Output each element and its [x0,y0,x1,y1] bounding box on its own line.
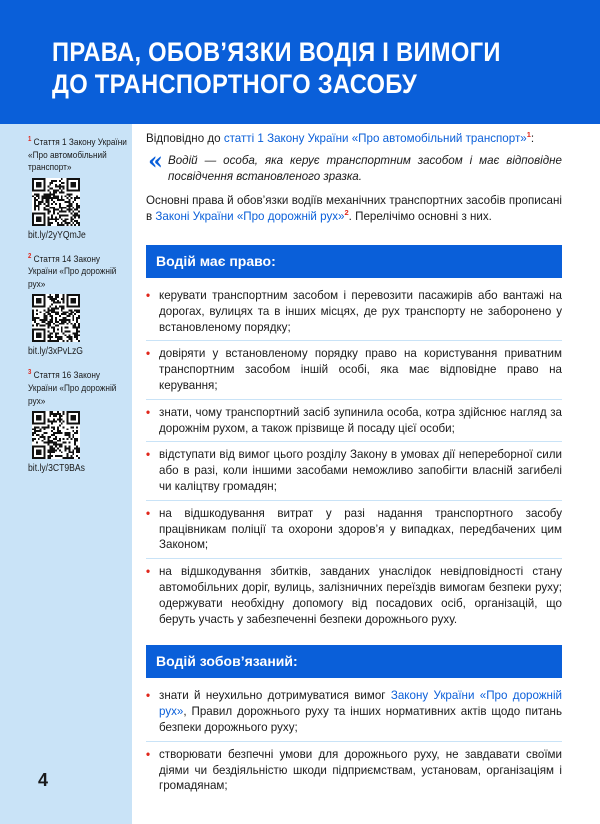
page-title [52,36,580,100]
list-item: • довіряти у встановленому порядку право на користування приватним транспортним засобом іншій особі, яка має відповідне право на керування; [146,340,562,393]
law-link[interactable]: Законі України «Про дорожній рух» [155,210,345,224]
list-item: • на відшкодування збитків, завданих унаслідок невідповідності стану автомобільних доріг, вулиць, залізничних переїздів вимогам безпеки руху; одержувати необхідну допомогу від посадових осіб, організацій, що беруть участь у забезпеченні безпеки дорожнього руху. [146,558,562,627]
definition-text: — особа, яка керує транспортним засобом і має відповідне посвідчення встановленого зразка. [168,153,562,183]
law-link[interactable]: статті 1 Закону України «Про автомобільний транспорт» [223,132,527,145]
law-link[interactable]: Закону України «Про дорожній рух» [159,689,562,719]
reference-3 [28,367,132,474]
list-item: • знати й неухильно дотримуватися вимог Закону України «Про дорожній рух», Правил дорожнього руху та інших нормативних актів щодо питань безпеки дорожнього руху; [146,688,562,735]
page-title-line-1: ПРАВА, ОБОВ’ЯЗКИ ВОДІЯ І ВИМОГИ [52,37,501,67]
reference-2 [28,251,132,358]
sidebar-references [0,124,132,824]
duties-list [146,688,562,794]
quote-mark-icon: « [148,145,163,175]
reference-link[interactable]: bit.ly/2yYQmJe [28,229,86,241]
reference-text: $^3$ Стаття 16 Закону України «Про дорожній рух» [28,369,117,407]
definition-quote [146,145,562,185]
reference-link[interactable]: bit.ly/3CT9BAs [28,463,85,475]
main-content [146,131,562,794]
page-title-line-2: ДО ТРАНСПОРТНОГО ЗАСОБУ [52,69,418,99]
list-item: • на відшкодування витрат у разі надання транспортного засобу працівникам поліції та охорони здоров’я у випадках, передбачених цим Законом; [146,500,562,553]
definition-term: Водій [168,153,198,167]
page-header [0,0,600,124]
reference-link[interactable]: bit.ly/3xPvLzG [28,346,83,358]
list-item: • керувати транспортним засобом і перевозити пасажирів або вантажі на дорогах, вулицях та в інших місцях, де рух транспорту не заборонено у встановленому порядку; [146,288,562,335]
rights-list [146,288,562,627]
duties-heading: Водій зобов’язаний: [146,645,562,678]
qr-code-icon[interactable] [32,178,80,226]
list-item: • знати, чому транспортний засіб зупинила особа, котра здійснює нагляд за дорожнім рухом, а також прізвище й посаду цієї особи; [146,399,562,437]
qr-code-icon[interactable] [32,294,80,342]
reference-1 [28,134,132,241]
list-item: • створювати безпечні умови для дорожнього руху, не завдавати своїми діями чи бездіяльністю шкоди підприємствам, установам, організаціям і громадянам; [146,741,562,794]
page-number: 4 [38,770,49,790]
reference-text: $^2$ Стаття 14 Закону України «Про дорожній рух» [28,252,117,290]
overview-paragraph: Основні права й обов’язки водіїв механічних транспортних засобів прописані в Законі України «Про дорожній рух»$^2$. Перелічімо основні з них. [146,194,562,224]
qr-code-icon[interactable] [32,411,80,459]
list-item: • відступати від вимог цього розділу Закону в умовах дії непереборної сили або в разі, коли іншими засобами неможливо запобігти власній загибелі чи каліцтву громадян; [146,441,562,494]
rights-heading: Водій має право: [146,245,562,278]
reference-text: $^1$ Стаття 1 Закону України «Про автомобільний транспорт» [28,136,127,174]
intro-paragraph: Відповідно до статті 1 Закону України «Про автомобільний транспорт»$^1$: [146,130,535,145]
